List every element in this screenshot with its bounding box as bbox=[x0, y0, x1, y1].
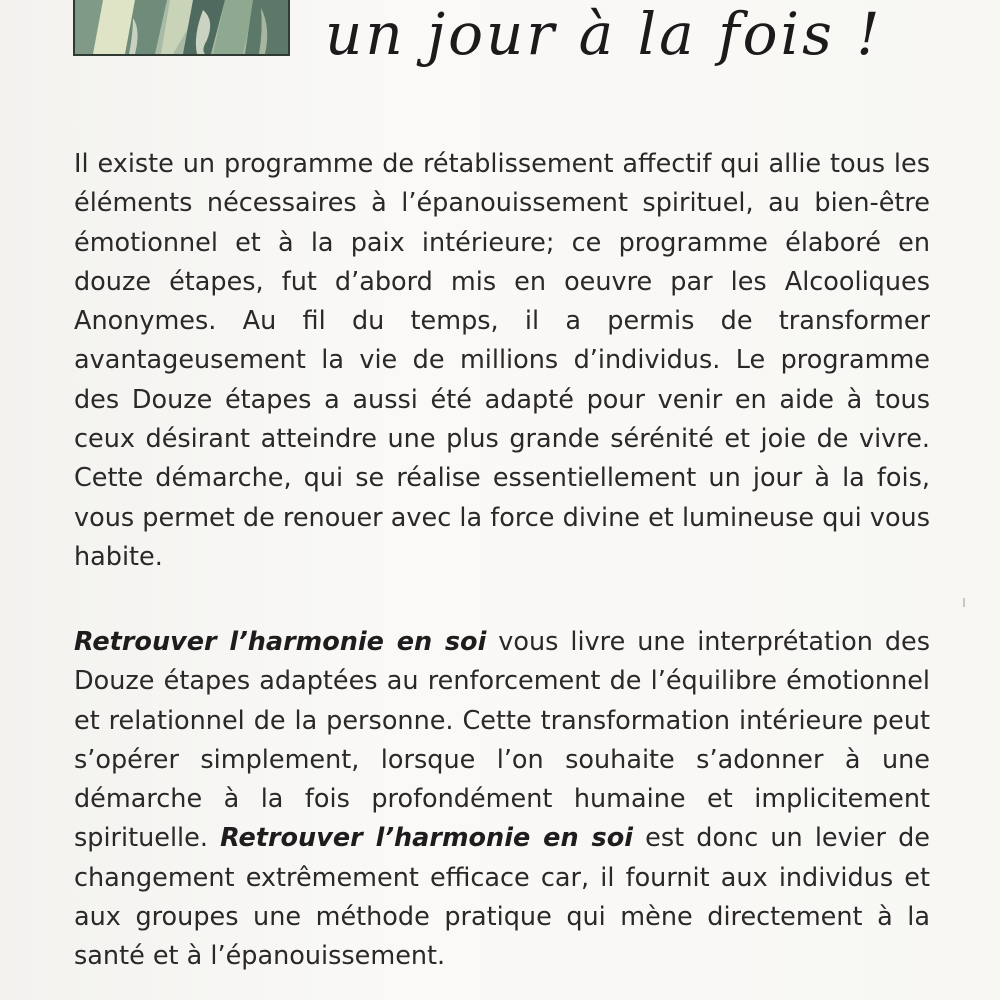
book-title-emphasis: Retrouver l’harmonie en soi bbox=[74, 627, 487, 657]
tagline-heading: un jour à la fois ! bbox=[325, 0, 883, 68]
book-description-paragraph bbox=[74, 623, 930, 977]
intro-paragraph: Il existe un programme de rétablissement affectif qui allie tous les éléments nécessaires à l’épanouissement spirituel, au bien-être émotionnel et à la paix intérieure; ce programme élaboré en douze étapes, fut d’abord mis en oeuvre par les Alcooliques Anonymes. Au fil du temps, il a permis de transformer avantageusement la vie de millions d’individus. Le programme des Douze étapes a aussi été adapté pour venir en aide à tous ceux désirant atteindre une plus grande sérénité et joie de vivre. Cette démarche, qui se réalise essentiellement un jour à la fois, vous permet de renouer avec la force divine et lumineuse qui vous habite. bbox=[74, 149, 930, 572]
watercolor-illustration-icon bbox=[75, 0, 288, 54]
book-title-emphasis: Retrouver l’harmonie en soi bbox=[220, 823, 633, 854]
watercolor-illustration-image bbox=[73, 0, 290, 56]
scan-speck bbox=[963, 598, 965, 607]
book-description-text: vous livre une interprétation des Douze étapes adaptées au renforcement de l’équilibre émotionnel et relationnel de la personne. Cette transformation intérieure peut s’opérer simplement, lorsque l’on souhaite s’adonner à une démarche à la fois profondément humaine et implicitement spirituelle. bbox=[74, 627, 930, 854]
book-description-text: est donc un levier de changement extrêmement efficace car, il fournit aux individus et aux groupes une méthode pratique qui mène directement à la santé et à l’épanouissement. bbox=[74, 823, 930, 972]
